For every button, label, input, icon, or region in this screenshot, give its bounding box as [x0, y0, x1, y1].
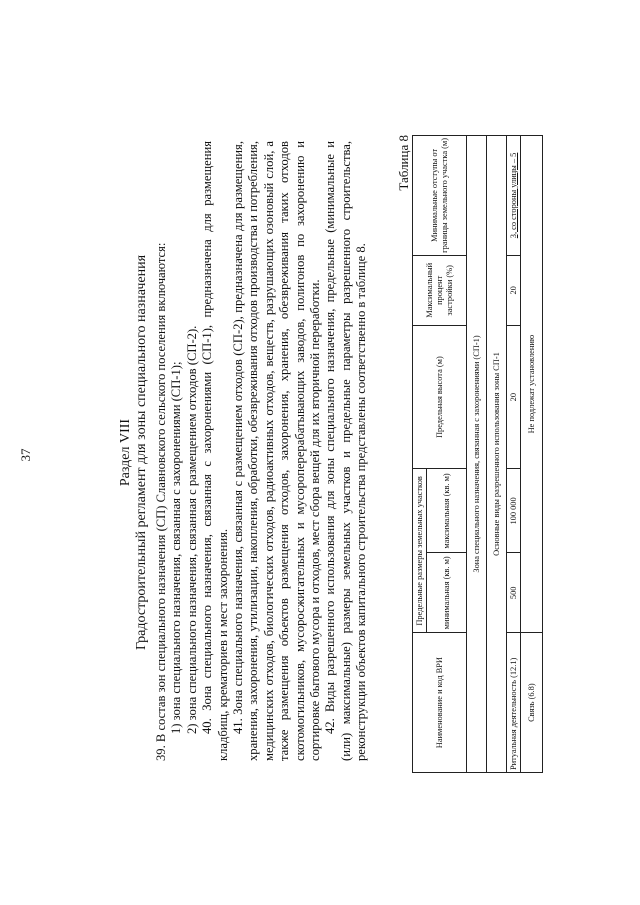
zone-row: Зона специального назначения, связанная с захоронениями (СП-1)	[467, 136, 487, 773]
paragraph: 1) зона специального назначения, связанная с захоронениями (СП-1);	[169, 361, 184, 734]
section-title: Раздел VIII	[118, 418, 133, 487]
cell-name: Ритуальная деятельность (12.1)	[507, 633, 521, 773]
header-height: Предельная высота (м)	[413, 325, 467, 469]
header-coverage: Максимальный процент застройки (%)	[413, 255, 467, 325]
header-min: минимальная (кв. м)	[427, 553, 467, 633]
paragraph: 39. В состав зон специального назначения (СП) Славновского сельского поселения включаются:	[154, 242, 168, 761]
paragraph: 42. Виды разрешенного использования для зоны специального назначения, предельные (минимальные и (или) максимальные) размеры земельных участков и предельные параметры разрешенного строительства, реконструкции объектов капитального строительства представлены соответственно в таблице 8.	[323, 141, 369, 761]
cell-height: 20	[507, 325, 521, 469]
page-number: 37	[18, 448, 33, 462]
section-subtitle: Градостроительный регламент для зоны специального назначения	[134, 254, 149, 651]
cell-coverage: 20	[507, 255, 521, 325]
paragraph: 2) зона специального назначения, связанная с размещением отходов (СП-2).	[184, 325, 199, 734]
body-text	[154, 141, 370, 761]
paragraph: 40. Зона специального назначения, связанная с захоронениями (СП-1), предназначена для размещения кладбищ, крематориев и мест захоронения.	[200, 141, 230, 761]
table-caption: Таблица 8	[396, 135, 411, 191]
paragraph: 41. Зона специального назначения, связанная с размещением отходов (СП-2), предназначена для размещения, хранения, захоронения, утилизации, накопления, обработки, обезвреживания отходов производства и потребления, медицинских отходов, биологических отходов, радиоактивных отходов, веществ, разрушающих озоновый слой, а также размещения объектов размещения отходов, захоронения, хранения, обезвреживания таких отходов скотомогильников, мусоросжигательных и мусороперерабатывающих заводов, полигонов по захоронению и сортировке бытового мусора и отходов, мест сбора вещей для их вторичной переработки.	[231, 141, 323, 761]
header-max: максимальная (кв. м)	[427, 469, 467, 553]
header-name: Наименование и код ВРИ	[413, 633, 467, 773]
table-row	[507, 136, 521, 773]
table-row	[521, 136, 543, 773]
cell-min: 500	[507, 553, 521, 633]
regulation-table	[412, 135, 543, 773]
cell-setback: 3, со стороны улицы – 5	[507, 136, 521, 256]
header-plot-sizes: Предельные размеры земельных участков	[413, 469, 427, 633]
cell-merged: Не подлежат установлению	[521, 136, 543, 633]
basic-uses-row: Основные виды разрешенного использования зоны СП-1	[487, 136, 507, 773]
header-setback: Минимальные отступы от границы земельного участка (м)	[413, 136, 467, 256]
cell-max: 100 000	[507, 469, 521, 553]
cell-name: Связь (6.8)	[521, 633, 543, 773]
